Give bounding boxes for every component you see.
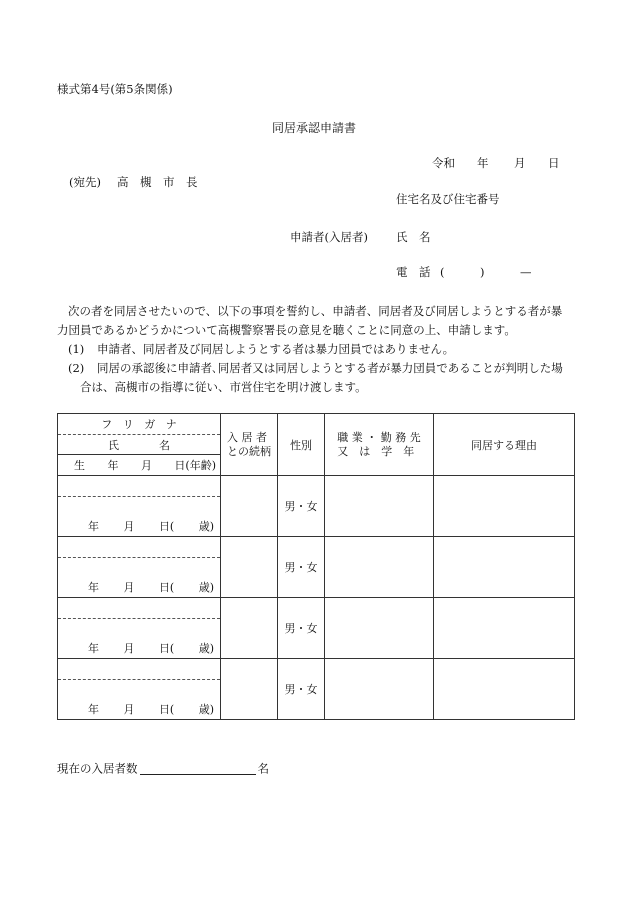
occupation-field[interactable]: [325, 659, 434, 720]
page-title: 同居承認申請書: [272, 121, 357, 135]
phone-paren-close: ): [480, 265, 485, 279]
gender-field[interactable]: 男・女: [278, 476, 325, 537]
addressee-name: 高 槻 市 長: [117, 175, 198, 189]
cohabitant-table: [57, 413, 575, 720]
name-entry-cell[interactable]: [58, 659, 221, 720]
name-entry-cell[interactable]: [58, 537, 221, 598]
table-row: [58, 476, 575, 537]
gender-field[interactable]: 男・女: [278, 659, 325, 720]
birthdate-field[interactable]: 年 月 日( 歳): [88, 703, 214, 717]
date-era: 令和: [432, 156, 455, 170]
applicant-role-label: 申請者(入居者): [290, 230, 368, 244]
name-field[interactable]: [58, 680, 220, 700]
resident-count-unit: 名: [257, 761, 269, 776]
occupation-field[interactable]: [325, 598, 434, 659]
gender-field[interactable]: 男・女: [278, 598, 325, 659]
table-header-row: [58, 414, 575, 476]
date-year-label: 年: [477, 156, 489, 170]
birthdate-field[interactable]: 年 月 日( 歳): [88, 520, 214, 534]
table-row: [58, 598, 575, 659]
item-1-text: 申請者、同居者及び同居しようとする者は暴力団員ではありません。: [97, 342, 455, 356]
date-month-label: 月: [514, 156, 526, 170]
phone-dash: —: [520, 265, 532, 279]
item-2-number: (2): [68, 361, 85, 375]
resident-count-field[interactable]: [140, 762, 256, 775]
name-entry-cell[interactable]: [58, 598, 221, 659]
table-row: [58, 659, 575, 720]
occupation-field[interactable]: [325, 476, 434, 537]
form-number: 様式第4号(第5条関係): [57, 82, 173, 96]
birthdate-field[interactable]: 年 月 日( 歳): [88, 642, 214, 656]
reason-field[interactable]: [434, 598, 575, 659]
name-header: 氏 名: [58, 435, 220, 456]
occupation-header: 職 業 ・ 勤 務 先 又 は 学 年: [325, 414, 434, 476]
reason-field[interactable]: [434, 537, 575, 598]
relation-field[interactable]: [221, 598, 278, 659]
relation-header: 入 居 者 との続柄: [221, 414, 278, 476]
address-label: 住宅名及び住宅番号: [396, 192, 500, 206]
relation-field[interactable]: [221, 537, 278, 598]
furigana-header: フ リ ガ ナ: [58, 414, 220, 435]
occupation-field[interactable]: [325, 537, 434, 598]
table-row: [58, 537, 575, 598]
name-field[interactable]: [58, 497, 220, 517]
item-1-number: (1): [68, 342, 85, 356]
furigana-field[interactable]: [58, 598, 220, 619]
reason-field[interactable]: [434, 659, 575, 720]
statement-line-2: 力団員であるかどうかについて高槻警察署長の意見を聴くことに同意の上、申請します。: [57, 323, 516, 337]
relation-field[interactable]: [221, 476, 278, 537]
statement-line-1: 次の者を同居させたいので、以下の事項を誓約し、申請者、同居者及び同居しようとする者が暴: [68, 304, 563, 318]
phone-paren-open: (: [440, 265, 445, 279]
reason-header: 同居する理由: [434, 414, 575, 476]
furigana-field[interactable]: [58, 537, 220, 558]
name-header-cell: [58, 414, 221, 476]
name-field[interactable]: [58, 619, 220, 639]
gender-header: 性別: [278, 414, 325, 476]
resident-count-label: 現在の入居者数: [57, 761, 138, 776]
furigana-field[interactable]: [58, 659, 220, 680]
addressee-prefix: (宛先): [69, 175, 101, 189]
gender-field[interactable]: 男・女: [278, 537, 325, 598]
furigana-field[interactable]: [58, 476, 220, 497]
date-day-label: 日: [548, 156, 560, 170]
resident-count-row: [57, 762, 269, 775]
relation-field[interactable]: [221, 659, 278, 720]
item-2-text-line-1: 同居の承認後に申請者､同居者又は同居しようとする者が暴力団員であることが判明した場: [97, 361, 563, 375]
birthdate-field[interactable]: 年 月 日( 歳): [88, 581, 214, 595]
item-2-text-line-2: 合は、高槻市の指導に従い、市営住宅を明け渡します。: [80, 380, 367, 394]
applicant-name-label: 氏 名: [396, 230, 431, 244]
name-entry-cell[interactable]: [58, 476, 221, 537]
phone-label: 電 話: [396, 265, 431, 279]
reason-field[interactable]: [434, 476, 575, 537]
birthdate-header: 生 年 月 日(年齢): [74, 459, 216, 473]
name-field[interactable]: [58, 558, 220, 578]
